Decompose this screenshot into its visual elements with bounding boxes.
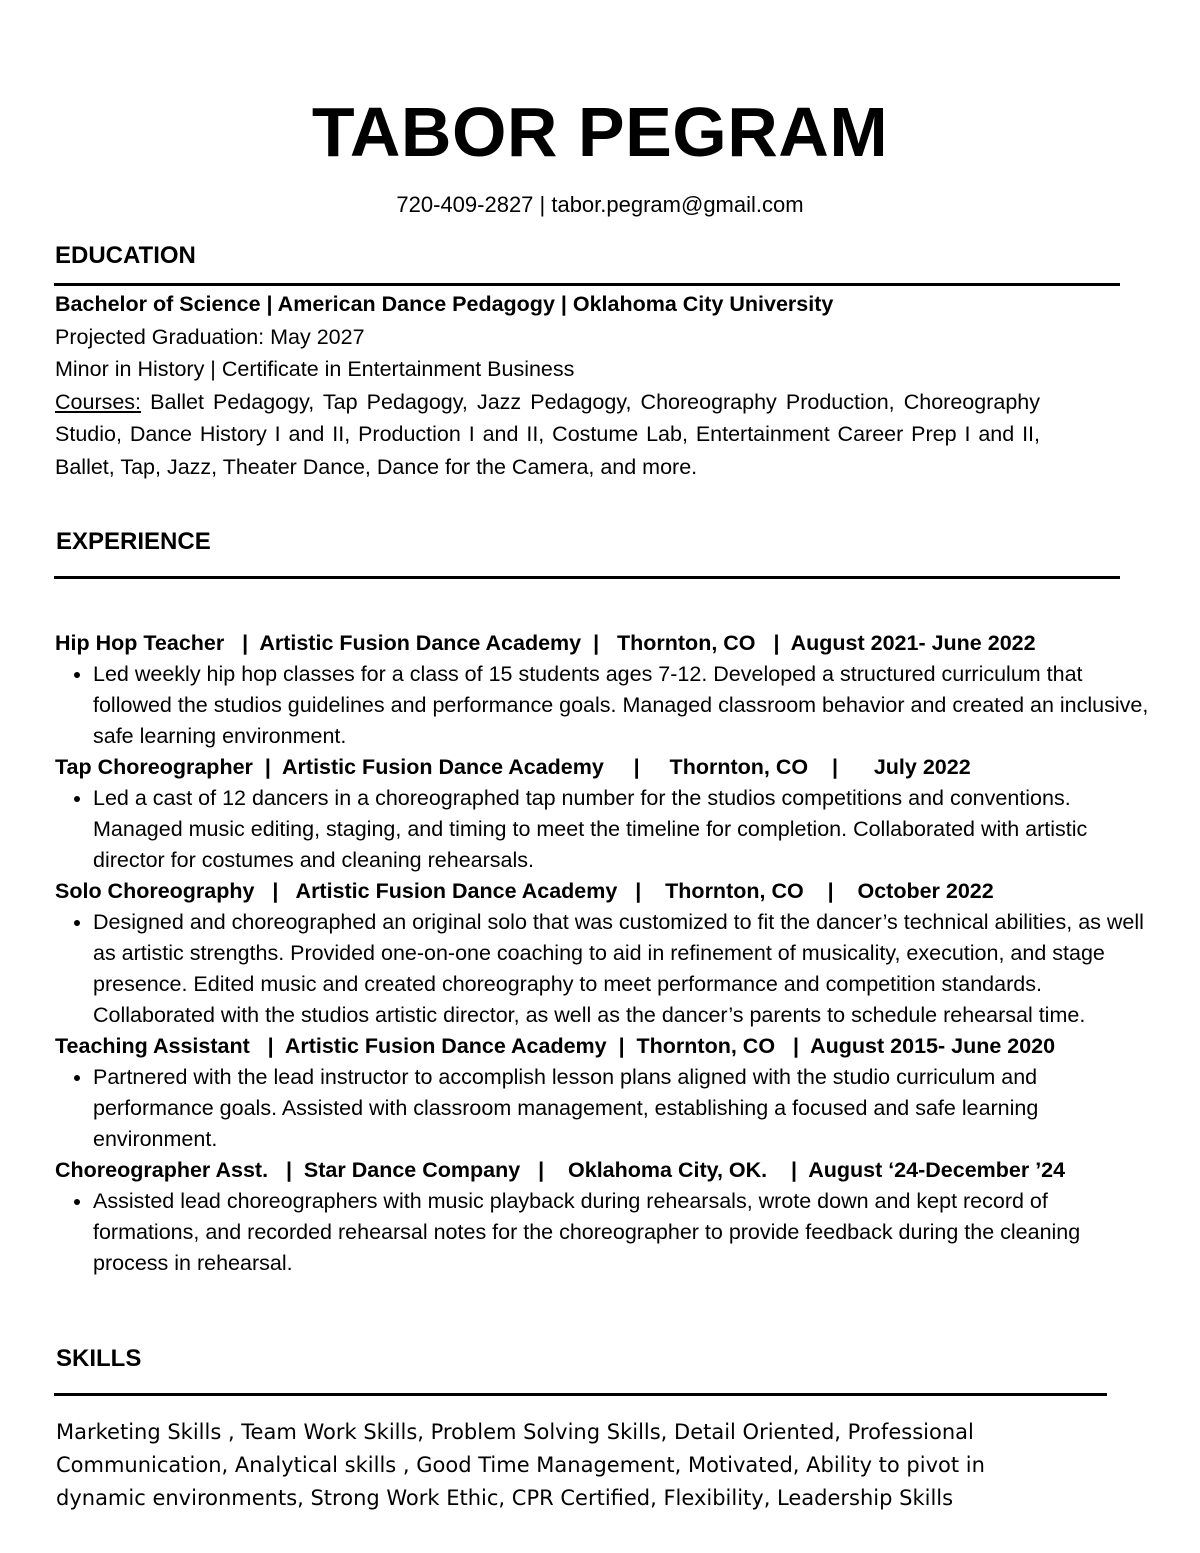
job-title: Teaching Assistant | Artistic Fusion Dance Academy | Thornton, CO | August 2015- June 2020 [55,1034,1056,1058]
job-entry [55,1155,1155,1279]
job-bullet: • Assisted lead choreographers with music playback during rehearsals, wrote down and kept record of formations, and recorded rehearsal notes for the choreographer to provide feedback during the cleaning process in rehearsal. [93,1186,1155,1279]
job-title: Solo Choreography | Artistic Fusion Dance Academy | Thornton, CO | October 2022 [55,879,994,903]
graduation-line: Projected Graduation: May 2027 [55,324,365,349]
courses-list: Ballet Pedagogy, Tap Pedagogy, Jazz Pedagogy, Choreography Production, Choreography Studio, Dance History I and II, Production I and II, Costume Lab, Entertainment Career Prep I and II, Ballet, Tap, Jazz, Theater Dance, Dance for the Camera, and more. [55,389,1040,479]
job-entry [55,752,1155,876]
minor-line: Minor in History | Certificate in Entertainment Business [55,357,575,381]
skills-list: Marketing Skills , Team Work Skills, Problem Solving Skills, Detail Oriented, Professional Communication, Analytical skills , Good Time Management, Motivated, Ability to pivot in dynamic environments, Strong Work Ethic, CPR Certified, Flexibility, Leadership Skills [56,1420,985,1510]
skills-heading: SKILLS [56,1345,142,1372]
job-title: Hip Hop Teacher | Artistic Fusion Dance Academy | Thornton, CO | August 2021- June 2022 [55,631,1036,655]
job-entry [55,1031,1155,1155]
job-bullet: • Partnered with the lead instructor to accomplish lesson plans aligned with the studio curriculum and performance goals. Assisted with classroom management, establishing a focused and safe learning environment. [93,1062,1155,1155]
job-entry [55,876,1155,1031]
contact-info: 720-409-2827 | tabor.pegram@gmail.com [396,192,804,217]
courses-line [55,386,1040,484]
courses-label: Courses: [55,389,142,414]
job-bullet: • Led weekly hip hop classes for a class of 15 students ages 7-12. Developed a structured curriculum that followed the studios guidelines and performance goals. Managed classroom behavior and created an inclusive, safe learning environment. [93,659,1155,752]
candidate-name: TABOR PEGRAM [311,93,889,171]
education-divider [54,283,1120,286]
experience-divider [54,576,1120,579]
job-title: Choreographer Asst. | Star Dance Company | Oklahoma City, OK. | August ‘24-December ’24 [55,1158,1066,1182]
education-section [55,288,1040,483]
job-entry [55,628,1155,752]
experience-heading: EXPERIENCE [56,528,211,555]
job-bullet: • Led a cast of 12 dancers in a choreographed tap number for the studios competitions and conventions. Managed music editing, staging, and timing to meet the timeline for completion. Collaborated with artistic director for costumes and cleaning rehearsals. [93,783,1155,876]
education-heading: EDUCATION [55,242,196,269]
degree-line: Bachelor of Science | American Dance Pedagogy | Oklahoma City University [55,292,834,316]
experience-section [55,628,1155,1279]
job-bullet: • Designed and choreographed an original solo that was customized to fit the dancer’s technical abilities, as well as artistic strengths. Provided one-on-one coaching to aid in refinement of musicality, execution, and stage presence. Edited music and created choreography to meet performance and competition standards. Collaborated with the studios artistic director, as well as the dancer’s parents to schedule rehearsal time. [93,907,1155,1031]
job-title: Tap Choreographer | Artistic Fusion Dance Academy | Thornton, CO | July 2022 [55,755,971,779]
skills-divider [54,1393,1107,1396]
